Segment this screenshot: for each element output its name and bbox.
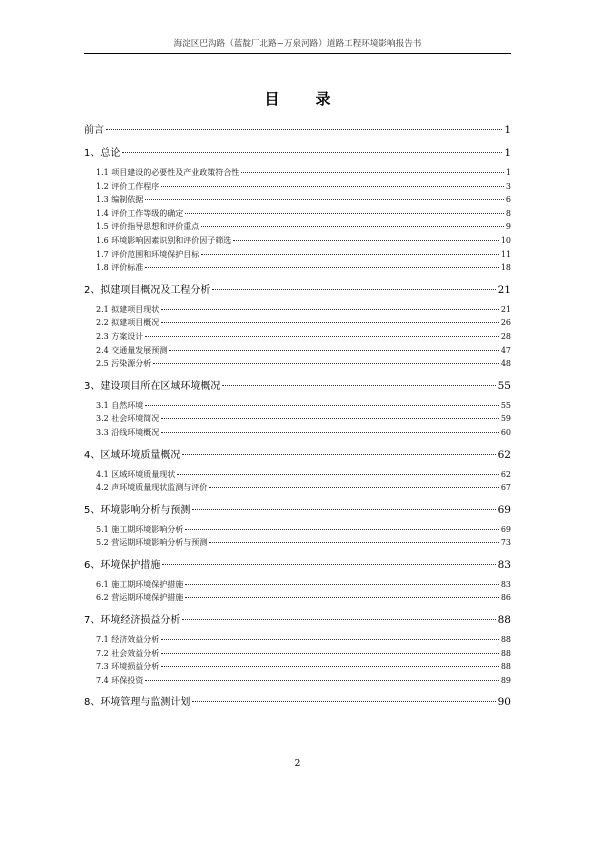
toc-entry-title: 6.2 营运期环境保护措施: [96, 593, 184, 603]
toc-dot-leader: [192, 701, 495, 702]
toc-chapter-entry[interactable]: [84, 119, 511, 141]
toc-entry-page: 47: [500, 345, 511, 355]
toc-section-entry[interactable]: [84, 399, 511, 413]
toc-dot-leader: [145, 336, 499, 337]
toc-section-entry[interactable]: [84, 660, 511, 674]
toc-dot-leader: [145, 680, 499, 681]
toc-entry-title: 1.6 环境影响因素识别和评价因子筛选: [96, 235, 232, 245]
toc-entry-page: 86: [500, 593, 511, 603]
toc-section-entry[interactable]: [84, 344, 511, 358]
toc-entry-title: 7.3 环境损益分析: [96, 662, 160, 672]
toc-dot-leader: [201, 254, 499, 255]
toc-section-entry[interactable]: [84, 647, 511, 661]
toc-dot-leader: [182, 454, 495, 455]
toc-entry-page: 88: [500, 635, 511, 645]
toc-entry-title: 前言: [84, 125, 104, 136]
toc-entry-page: 8: [505, 208, 511, 218]
toc-dot-leader: [161, 432, 499, 433]
toc-entry-page: 67: [500, 483, 511, 493]
toc-dot-leader: [209, 542, 499, 543]
toc-entry-title: 7.4 环保投资: [96, 675, 144, 685]
toc-entry-title: 5.2 营运期环境影响分析与预测: [96, 538, 208, 548]
toc-section-entry[interactable]: [84, 481, 511, 495]
toc-section-entry[interactable]: [84, 357, 511, 371]
toc-entry-page: 55: [497, 379, 511, 392]
toc-section-entry[interactable]: [84, 426, 511, 440]
toc-section-entry[interactable]: [84, 303, 511, 317]
toc-chapter-entry[interactable]: [84, 691, 511, 713]
toc-entry-page: 89: [500, 675, 511, 685]
toc-entry-title: 6.1 施工期环境保护措施: [96, 579, 184, 589]
toc-section-entry[interactable]: [84, 523, 511, 537]
toc-title-char-1: 目: [264, 90, 280, 108]
toc-entry-page: 21: [500, 304, 511, 314]
toc-entry-title: 1.8 评价标准: [96, 263, 144, 273]
toc-entry-page: 62: [500, 469, 511, 479]
toc-chapter-entry[interactable]: [84, 375, 511, 397]
toc-dot-leader: [169, 350, 499, 351]
toc-entry-page: 60: [500, 427, 511, 437]
toc-dot-leader: [192, 509, 495, 510]
toc-chapter-entry[interactable]: [84, 444, 511, 466]
toc-entry-title: 5.1 施工期环境影响分析: [96, 524, 184, 534]
toc-entry-title: 2.2 拟建项目概况: [96, 318, 160, 328]
toc-entry-title: 8、环境管理与监测计划: [84, 697, 191, 709]
toc-dot-leader: [161, 322, 499, 323]
toc-dot-leader: [185, 529, 499, 530]
toc-dot-leader: [161, 309, 499, 310]
toc-entry-page: 48: [500, 359, 511, 369]
toc-dot-leader: [145, 405, 499, 406]
toc-entry-title: 3、建设项目所在区域环境概况: [84, 380, 221, 392]
toc-section-entry[interactable]: [84, 412, 511, 426]
toc-section-entry[interactable]: [84, 193, 511, 207]
toc-dot-leader: [241, 172, 504, 173]
toc-entry-page: 59: [500, 414, 511, 424]
toc-entry-page: 90: [497, 696, 511, 709]
toc-dot-leader: [209, 487, 499, 488]
toc-entry-title: 1.3 编制依据: [96, 195, 144, 205]
toc-dot-leader: [106, 129, 502, 130]
toc-chapter-entry[interactable]: [84, 499, 511, 521]
toc-entry-title: 2、拟建项目概况及工程分析: [84, 284, 211, 296]
toc-entry-title: 4.2 声环境质量现状监测与评价: [96, 483, 208, 493]
toc-entry-page: 6: [505, 195, 511, 205]
toc-section-entry[interactable]: [84, 248, 511, 262]
toc-entry-page: 28: [500, 331, 511, 341]
toc-dot-leader: [153, 363, 499, 364]
toc-entry-title: 7.2 社会效益分析: [96, 648, 160, 658]
toc-dot-leader: [162, 564, 495, 565]
toc-dot-leader: [161, 666, 499, 667]
toc-entry-page: 11: [500, 249, 511, 259]
toc-entry-page: 26: [500, 318, 511, 328]
toc-dot-leader: [145, 199, 504, 200]
toc-section-entry[interactable]: [84, 180, 511, 194]
toc-entry-title: 1.2 评价工作程序: [96, 181, 160, 191]
toc-dot-leader: [161, 418, 499, 419]
toc-entry-page: 18: [500, 263, 511, 273]
toc-section-entry[interactable]: [84, 330, 511, 344]
toc-title: [0, 88, 595, 109]
toc-entry-title: 1.5 评价指导思想和评价重点: [96, 222, 200, 232]
running-header: 海淀区巴沟路（蓝靛厂北路~万泉河路）道路工程环境影响报告书: [84, 37, 511, 54]
toc-entry-page: 1: [504, 124, 511, 136]
toc-section-entry[interactable]: [84, 234, 511, 248]
toc-chapter-entry[interactable]: [84, 609, 511, 631]
toc-title-char-2: 录: [315, 90, 331, 108]
toc-section-entry[interactable]: [84, 220, 511, 234]
toc-entry-title: 3.3 沿线环境概况: [96, 427, 160, 437]
toc-dot-leader: [233, 240, 499, 241]
toc-entry-title: 2.3 方案设计: [96, 331, 144, 341]
toc-entry-page: 21: [497, 283, 511, 296]
toc-dot-leader: [212, 289, 495, 290]
toc-dot-leader: [161, 186, 504, 187]
toc-section-entry[interactable]: [84, 468, 511, 482]
toc-dot-leader: [161, 653, 499, 654]
toc-section-entry[interactable]: [84, 591, 511, 605]
toc-section-entry[interactable]: [84, 261, 511, 275]
toc-entry-title: 1.4 评价工作等级的确定: [96, 208, 184, 218]
toc-entry-page: 69: [500, 524, 511, 534]
toc-dot-leader: [201, 226, 504, 227]
toc-entry-title: 1、总论: [84, 148, 121, 159]
toc-entry-title: 6、环境保护措施: [84, 559, 161, 571]
toc-entry-title: 7、环境经济损益分析: [84, 615, 181, 627]
toc-dot-leader: [222, 385, 495, 386]
toc-chapter-entry[interactable]: [84, 279, 511, 301]
toc-entry-page: 69: [497, 503, 511, 516]
toc-section-entry[interactable]: [84, 207, 511, 221]
table-of-contents: [84, 118, 511, 713]
toc-entry-title: 3.1 自然环境: [96, 400, 144, 410]
toc-entry-title: 1.1 项目建设的必要性及产业政策符合性: [96, 168, 240, 177]
toc-entry-page: 88: [500, 662, 511, 672]
toc-dot-leader: [182, 619, 495, 620]
toc-section-entry[interactable]: [84, 536, 511, 550]
toc-entry-title: 4.1 区域环境质量现状: [96, 469, 176, 479]
page-number: 2: [294, 759, 301, 769]
toc-entry-title: 4、区域环境质量概况: [84, 449, 181, 461]
toc-section-entry[interactable]: [84, 578, 511, 592]
toc-section-entry[interactable]: [84, 316, 511, 330]
toc-dot-leader: [122, 152, 502, 153]
toc-entry-page: 62: [497, 448, 511, 461]
toc-entry-title: 2.5 污染源分析: [96, 359, 152, 369]
toc-entry-title: 7.1 经济效益分析: [96, 635, 160, 645]
toc-entry-page: 73: [500, 538, 511, 548]
toc-entry-page: 9: [505, 222, 511, 232]
toc-section-entry[interactable]: [84, 674, 511, 688]
toc-entry-page: 83: [497, 558, 511, 571]
toc-dot-leader: [161, 639, 499, 640]
toc-dot-leader: [185, 584, 499, 585]
toc-entry-title: 5、环境影响分析与预测: [84, 504, 191, 516]
toc-dot-leader: [177, 474, 499, 475]
toc-entry-page: 1: [504, 147, 511, 159]
toc-entry-page: 3: [505, 181, 511, 191]
toc-entry-title: 1.7 评价范围和环境保护目标: [96, 249, 200, 259]
toc-entry-page: 10: [500, 235, 511, 245]
toc-entry-title: 2.1 拟建项目现状: [96, 304, 160, 314]
toc-chapter-entry[interactable]: [84, 142, 511, 164]
toc-entry-page: 1: [505, 168, 511, 177]
toc-entry-page: 88: [497, 614, 511, 627]
toc-entry-page: 55: [500, 400, 511, 410]
toc-dot-leader: [185, 213, 504, 214]
toc-chapter-entry[interactable]: [84, 554, 511, 576]
toc-entry-page: 88: [500, 648, 511, 658]
toc-dot-leader: [145, 267, 499, 268]
toc-entry-page: 83: [500, 579, 511, 589]
toc-entry-title: 3.2 社会环境简况: [96, 414, 160, 424]
toc-dot-leader: [185, 597, 499, 598]
toc-entry-title: 2.4 交通量发展预测: [96, 345, 168, 355]
toc-section-entry[interactable]: [84, 633, 511, 647]
toc-section-entry[interactable]: [84, 166, 511, 180]
